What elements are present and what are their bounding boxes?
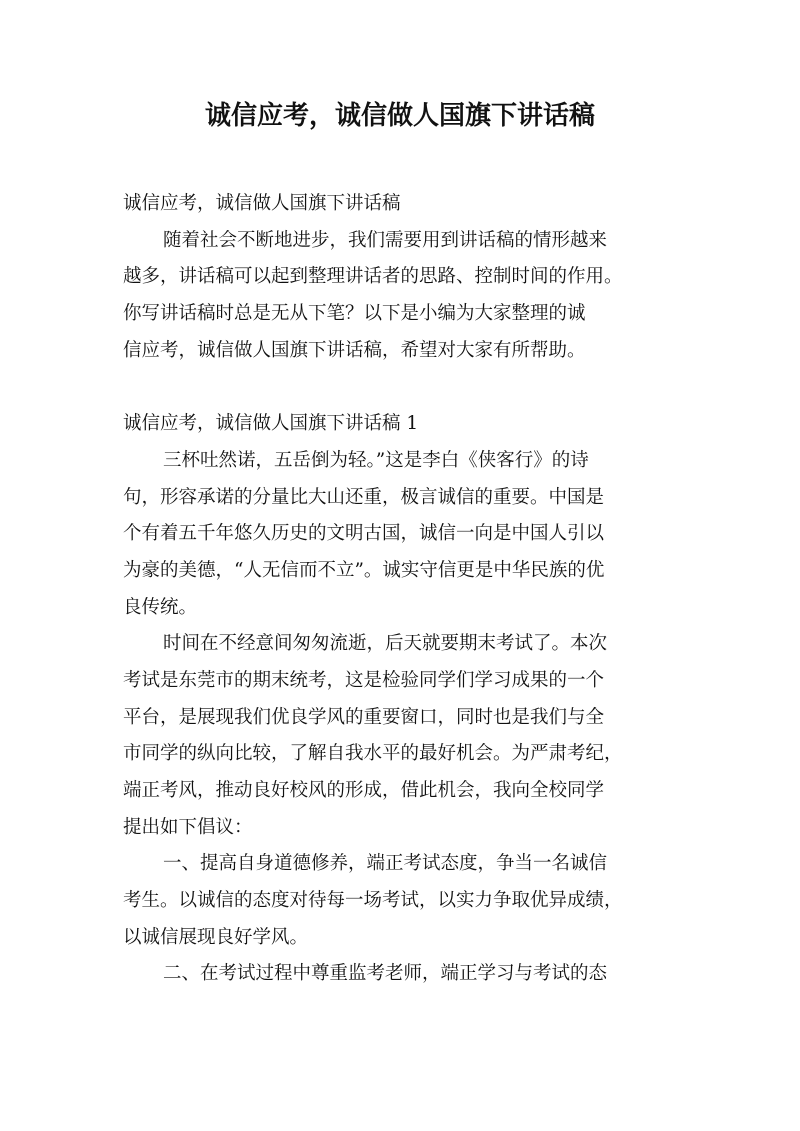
text-line: 考生。以诚信的态度对待每一场考试，以实力争取优异成绩， [123, 890, 623, 912]
text-line: 以诚信展现良好学风。 [123, 926, 309, 948]
section-paragraph [123, 846, 683, 956]
text-line: 提出如下倡议： [123, 816, 253, 838]
text-line: 二、在考试过程中尊重监考老师，端正学习与考试的态 [163, 963, 608, 985]
document-body [123, 186, 683, 993]
text-line: 信应考，诚信做人国旗下讲话稿，希望对大家有所帮助。 [123, 339, 586, 361]
text-line: 为豪的美德，“人无信而不立”。诚实守信更是中华民族的优 [123, 559, 605, 581]
text-line: 个有着五千年悠久历史的文明古国，诚信一向是中国人引以 [123, 523, 605, 545]
text-line: 时间在不经意间匆匆流逝，后天就要期末考试了。本次 [163, 633, 608, 655]
text-line: 句，形容承诺的分量比大山还重，极言诚信的重要。中国是 [123, 486, 605, 508]
text-line: 你写讲话稿时总是无从下笔？以下是小编为大家整理的诚 [123, 303, 586, 325]
intro-paragraph [123, 223, 683, 370]
section-heading: 诚信应考，诚信做人国旗下讲话稿 1 [123, 413, 419, 435]
paragraph-spacer [123, 369, 683, 406]
text-line: 越多，讲话稿可以起到整理讲话者的思路、控制时间的作用。 [123, 266, 623, 288]
text-line: 平台，是展现我们优良学风的重要窗口，同时也是我们与全 [123, 706, 605, 728]
intro-heading: 诚信应考，诚信做人国旗下讲话稿 [123, 193, 401, 214]
document-title: 诚信应考，诚信做人国旗下讲话稿 [204, 101, 595, 131]
text-line: 随着社会不断地进步，我们需要用到讲话稿的情形越来 [163, 229, 608, 251]
text-line: 考试是东莞市的期末统考，这是检验同学们学习成果的一个 [123, 669, 605, 691]
section-paragraph [123, 956, 683, 993]
text-line: 良传统。 [123, 596, 198, 618]
text-line: 三杯吐然诺，五岳倒为轻。”这是李白《侠客行》的诗 [163, 449, 589, 471]
section-paragraph [123, 626, 683, 846]
text-line: 端正考风，推动良好校风的形成，借此机会，我向全校同学 [123, 780, 605, 801]
text-line: 市同学的纵向比较，了解自我水平的最好机会。为严肃考纪， [123, 743, 623, 765]
text-line: 一、提高自身道德修养，端正考试态度，争当一名诚信 [163, 853, 608, 875]
section-paragraph [123, 443, 683, 626]
